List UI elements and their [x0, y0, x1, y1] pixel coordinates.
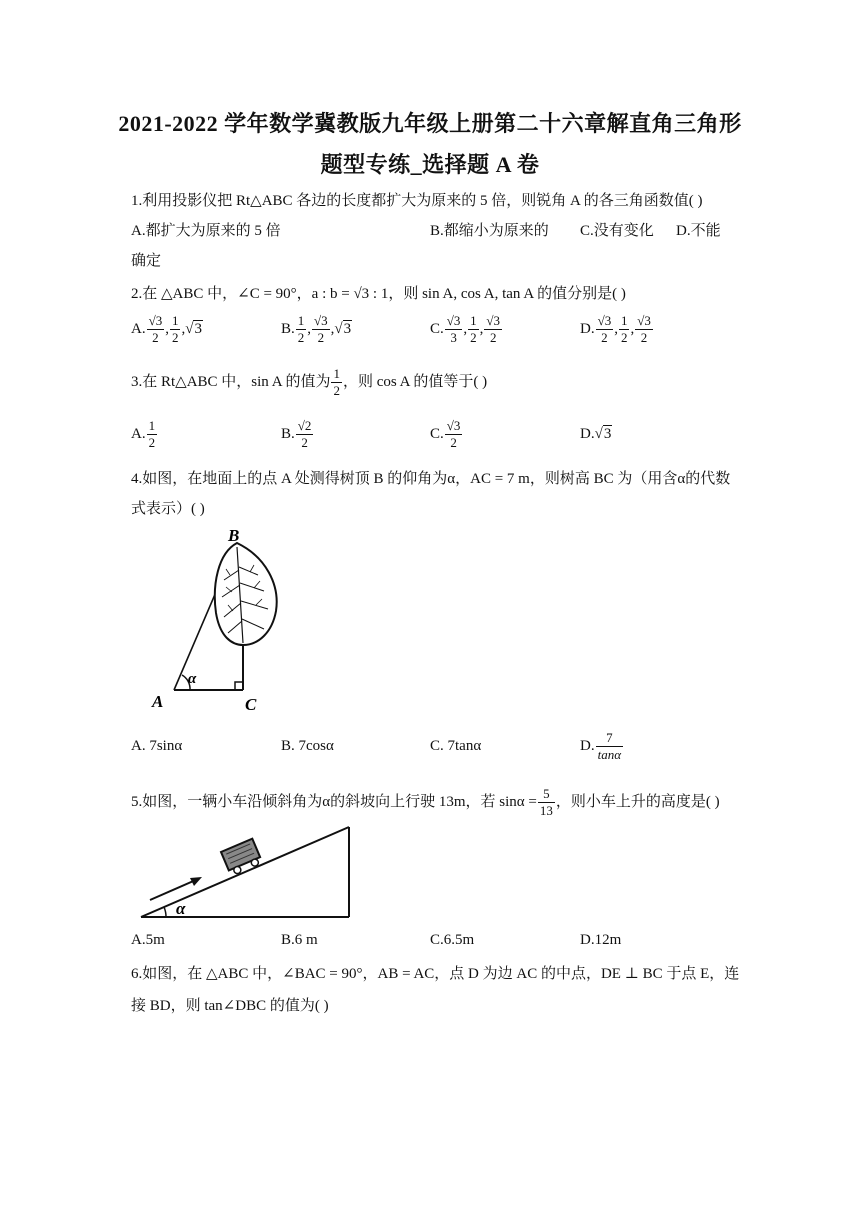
q4-option-d: D. $\frac{7}{\tan\alpha}$ — [580, 730, 622, 762]
q5-option-a: A.5m — [131, 932, 165, 948]
question-6-text-line2: 接 BD，则 tan∠DBC 的值为( ) — [131, 998, 329, 1014]
angle-label-alpha: α — [188, 671, 197, 687]
q1-option-a: A.都扩大为原来的 5 倍 — [131, 223, 281, 239]
q1-option-b: B.都缩小为原来的 — [430, 223, 549, 239]
point-label-c: C — [245, 695, 257, 714]
slope-car-figure — [138, 822, 368, 922]
q1-option-d-continued: 确定 — [131, 253, 162, 269]
q1-option-c: C.没有变化 — [580, 223, 654, 239]
q5-option-d: D.12m — [580, 932, 622, 948]
question-2-text: 2.在 △ABC 中，∠C = 90°，a : b = √3 : 1，则 sin A, cos A, tan A 的值分别是( ) — [131, 286, 626, 302]
q3-option-a: A. $\frac{1}{2}$ — [131, 418, 156, 450]
page-title: 2021-2022 学年数学冀教版九年级上册第二十六章解直角三角形 — [118, 111, 742, 136]
question-5-text: 5.如图，一辆小车沿倾斜角为α的斜坡向上行驶 13m，若 sinα = $\frac{5}{13}$ ，则小车上升的高度是( ) — [131, 786, 720, 818]
q5-option-b: B.6 m — [281, 932, 318, 948]
q2-option-d: D. $\frac{√3}{2}$ , $\frac{1}{2}$ , $\frac{√3}{2}$ — [580, 313, 651, 345]
q3-option-b: B. $\frac{√2}{2}$ — [281, 418, 312, 450]
q5-option-c: C.6.5m — [430, 932, 475, 948]
q3-option-c: C. $\frac{√3}{2}$ — [430, 418, 461, 450]
q2-option-b: B. $\frac{1}{2}$ , $\frac{√3}{2}$ ,√3 — [281, 313, 352, 345]
q2-option-c: C. $\frac{√3}{3}$ , $\frac{1}{2}$ , $\frac{√3}{2}$ — [430, 313, 501, 345]
q4-option-b: B. 7cosα — [281, 738, 334, 754]
point-label-b: B — [228, 526, 240, 545]
q3-option-d: D.√3 — [580, 426, 612, 442]
question-1-text: 1.利用投影仪把 Rt△ABC 各边的长度都扩大为原来的 5 倍，则锐角 A 的各三角函数值( ) — [131, 193, 703, 209]
question-4-text-line2: 式表示）( ) — [131, 501, 205, 517]
tree-elevation-figure — [140, 525, 300, 720]
q1-option-d: D.不能 — [676, 223, 721, 239]
question-3-text: 3.在 Rt△ABC 中，sin A 的值为 $\frac{1}{2}$ ，则 cos A 的值等于( ) — [131, 366, 488, 398]
angle-label-alpha-slope: α — [176, 899, 186, 918]
q4-option-a: A. 7sinα — [131, 738, 183, 754]
point-label-a: A — [152, 692, 164, 711]
q4-option-c: C. 7tanα — [430, 738, 482, 754]
question-4-text-line1: 4.如图，在地面上的点 A 处测得树顶 B 的仰角为α，AC = 7 m，则树高 BC 为（用含α的代数 — [131, 471, 731, 487]
page-subtitle: 题型专练_选择题 A 卷 — [320, 152, 540, 177]
q2-option-a: A. $\frac{√3}{2}$ , $\frac{1}{2}$ ,√3 — [131, 313, 202, 345]
question-6-text-line1: 6.如图，在 △ABC 中，∠BAC = 90°，AB = AC，点 D 为边 AC 的中点，DE ⊥ BC 于点 E，连 — [131, 966, 740, 982]
